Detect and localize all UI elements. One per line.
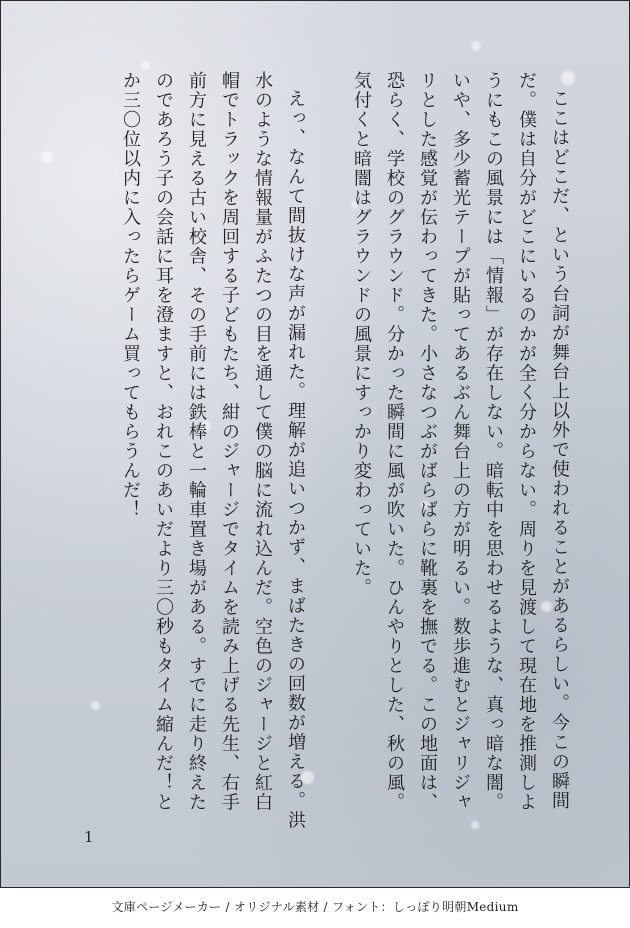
paragraph-1: ここはどこだ、という台詞が舞台上以外で使われることがあるらしい。今この瞬間だ。僕は自分がどこにいるのかが全く分からない。周りを見渡して現在地を推測しようにもこの風景には「情報」が存在しない。暗転中を思わせるような、真っ暗な闇。いや、多少蓄光テープが貼ってあるぶん舞台上の方が明るい。数歩進むとジャリジャリとした感覚が伝わってきた。小さなつぶがばらばらに靴裏を撫でる。この地面は、恐らく、学校のグラウンド。分かった瞬間に風が吹いた。ひんやりとした、秋の風。気付くと暗闇はグラウンドの風景にすっかり変わっていた。 (351, 71, 570, 812)
page-number: 1 (84, 828, 94, 846)
background-speck (141, 61, 150, 70)
paragraph-2: えっ、なんて間抜けな声が漏れた。理解が追いつかず、まばたきの回数が増える。洪水のような情報量がふたつの目を通して僕の脳に流れ込んだ。空色のジャージと紅白帽でトラックを周回する子どもたち、紺のジャージでタイムを読み上げる先生、右手前方に見える古い校舎、その手前には鉄棒と一輪車置き場がある。すでに走り終えたのであろう子の会話に耳を澄ますと、おれこのあいだより三〇秒もタイム縮んだ！とか三〇位以内に入ったらゲーム買ってもらうんだ！ (120, 71, 306, 830)
background-speck (471, 41, 481, 51)
novel-text (56, 71, 576, 831)
credit-line: 文庫ページメーカー / オリジナル素材 / フォント：しっぽり明朝Medium (111, 900, 519, 914)
background-speck (41, 151, 53, 163)
